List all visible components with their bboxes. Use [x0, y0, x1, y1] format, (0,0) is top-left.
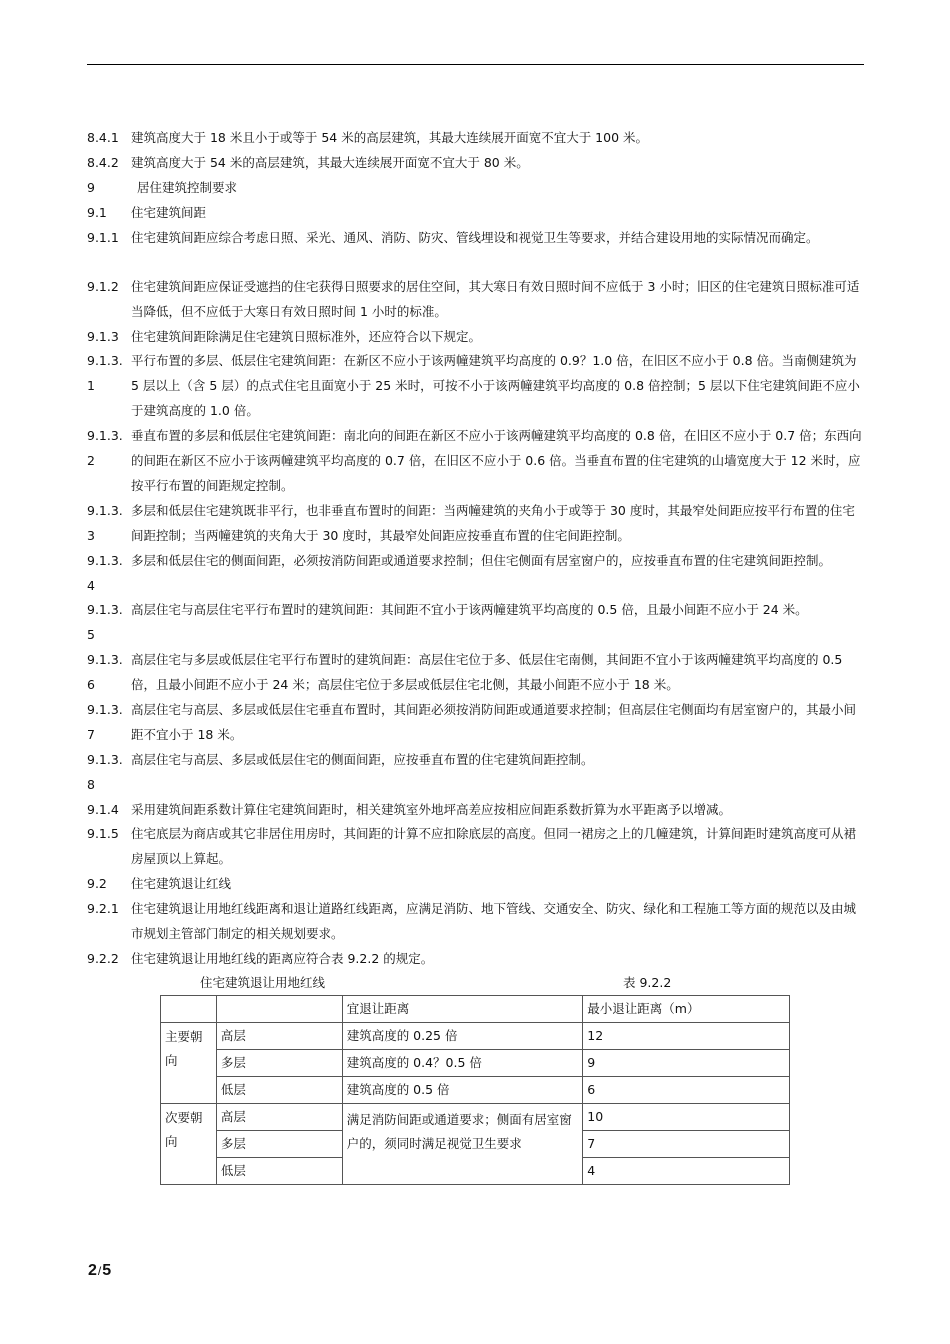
- clause-number: 9.2.1: [87, 901, 119, 916]
- setback-rule-cell: 满足消防间距或通道要求；侧面有居室窗户的，须同时满足视觉卫生要求: [342, 1104, 583, 1185]
- table-row: [161, 1023, 790, 1050]
- table-header-row: [161, 996, 790, 1023]
- building-type-cell: 多层: [216, 1050, 342, 1077]
- clause-8-4-2: [87, 150, 867, 175]
- clause-text: 住宅建筑退让红线: [131, 876, 232, 891]
- section-title: 居住建筑控制要求: [137, 180, 238, 195]
- clause-9-1-3-7: [87, 697, 867, 747]
- min-distance-cell: 12: [583, 1023, 790, 1050]
- group-main-direction: 主要朝向: [161, 1023, 217, 1104]
- clause-text: 住宅底层为商店或其它非居住用房时，其间距的计算不应扣除底层的高度。但同一裙房之上的几幢建筑，计算间距时建筑高度可从裙房屋顶以上算起。: [131, 826, 857, 866]
- clause-9-1: [87, 200, 867, 225]
- clause-9-1-3: [87, 324, 867, 349]
- clause-number: 9.1.2: [87, 279, 119, 294]
- clause-text: 高层住宅与高层、多层或低层住宅垂直布置时，其间距必须按消防间距或通道要求控制；但高层住宅侧面均有居室窗户的，其最小间距不宜小于 18 米。: [131, 702, 857, 742]
- clause-number: 9.1.3. 3: [87, 503, 123, 543]
- setback-rule-cell: 建筑高度的 0.5 倍: [342, 1077, 583, 1104]
- building-type-cell: 低层: [216, 1158, 342, 1185]
- clause-9-1-3-3: [87, 498, 867, 548]
- total-pages: 5: [102, 1262, 112, 1279]
- clause-number: 9.1.3: [87, 329, 119, 344]
- building-type-cell: 多层: [216, 1131, 342, 1158]
- clause-9-1-1: [87, 225, 867, 250]
- clause-9-2-2: [87, 946, 867, 971]
- clause-number: 9.1.3. 6: [87, 652, 123, 692]
- clause-9-2-1: [87, 896, 867, 946]
- clause-9-1-2: [87, 274, 867, 324]
- clause-number: 9.1.3. 2: [87, 428, 123, 468]
- clause-text: 建筑高度大于 54 米的高层建筑，其最大连续展开面宽不宜大于 80 米。: [131, 155, 529, 170]
- clause-9-1-3-6: [87, 647, 867, 697]
- clause-text: 住宅建筑退让用地红线的距离应符合表 9.2.2 的规定。: [131, 951, 434, 966]
- clause-text: 平行布置的多层、低层住宅建筑间距：在新区不应小于该两幢建筑平均高度的 0.9？1.0 倍，在旧区不应小于 0.8 倍。当南侧建筑为 5 层以上（含 5 层）的点式住宅且面宽小于 25 米时，可按不小于该两幢建筑平均高度的 0.8 倍控制；5 层以下住宅建筑间距不应小于建筑高度的 1.0 倍。: [131, 353, 860, 418]
- clause-number: 9.1.1: [87, 230, 119, 245]
- clause-number: 9.1.3. 4: [87, 553, 123, 593]
- current-page: 2: [88, 1262, 97, 1279]
- table-caption: 住宅建筑退让用地红线: [200, 975, 326, 990]
- clause-text: 多层和低层住宅建筑既非平行，也非垂直布置时的间距：当两幢建筑的夹角小于或等于 30 度时，其最窄处间距应按平行布置的住宅间距控制；当两幢建筑的夹角大于 30 度时，其最窄处间距应按垂直布置的住宅间距控制。: [131, 503, 855, 543]
- clause-number: 9.1.5: [87, 826, 119, 841]
- table-cell: [161, 996, 217, 1023]
- clause-text: 高层住宅与多层或低层住宅平行布置时的建筑间距：高层住宅位于多、低层住宅南侧，其间距不宜小于该两幢建筑平均高度的 0.5 倍，且最小间距不应小于 24 米；高层住宅位于多层或低层住宅北侧，其最小间距不应小于 18 米。: [131, 652, 843, 692]
- clause-text: 建筑高度大于 18 米且小于或等于 54 米的高层建筑，其最大连续展开面宽不宜大于 100 米。: [131, 130, 649, 145]
- clause-text: 住宅建筑间距除满足住宅建筑日照标准外，还应符合以下规定。: [131, 329, 482, 344]
- min-distance-cell: 10: [583, 1104, 790, 1131]
- setback-rule-cell: 建筑高度的 0.25 倍: [342, 1023, 583, 1050]
- clause-text: 住宅建筑间距应综合考虑日照、采光、通风、消防、防灾、管线埋设和视觉卫生等要求，并结合建设用地的实际情况而确定。: [131, 230, 819, 245]
- clause-number: 9.1.3. 8: [87, 752, 123, 792]
- clause-number: 9: [87, 180, 95, 195]
- clause-number: 9.1: [87, 205, 107, 220]
- clause-9-1-3-4: [87, 548, 867, 598]
- table-row: [161, 1104, 790, 1131]
- clause-text: 采用建筑间距系数计算住宅建筑间距时，相关建筑室外地坪高差应按相应间距系数折算为水平距离予以增减。: [131, 802, 732, 817]
- clause-text: 高层住宅与高层住宅平行布置时的建筑间距：其间距不宜小于该两幢建筑平均高度的 0.5 倍，且最小间距不应小于 24 米。: [131, 602, 808, 617]
- page-number: [88, 1262, 111, 1280]
- table-row: [161, 1077, 790, 1104]
- clause-number: 9.1.3. 7: [87, 702, 123, 742]
- setback-rule-cell: 建筑高度的 0.4？0.5 倍: [342, 1050, 583, 1077]
- clause-number: 8.4.2: [87, 155, 119, 170]
- clause-9-1-5: [87, 821, 867, 871]
- section-9-heading: [87, 175, 867, 200]
- clause-number: 9.1.3. 1: [87, 353, 123, 393]
- min-distance-cell: 6: [583, 1077, 790, 1104]
- clause-text: 高层住宅与高层、多层或低层住宅的侧面间距，应按垂直布置的住宅建筑间距控制。: [131, 752, 594, 767]
- table-row: [161, 1050, 790, 1077]
- clause-9-1-3-5: [87, 597, 867, 647]
- table-header-cell: 宜退让距离: [342, 996, 583, 1023]
- building-type-cell: 高层: [216, 1023, 342, 1050]
- clause-number: 9.2: [87, 876, 107, 891]
- clause-8-4-1: [87, 125, 867, 150]
- table-header-cell: 最小退让距离（m）: [583, 996, 790, 1023]
- clause-9-2: [87, 871, 867, 896]
- clause-number: 9.2.2: [87, 951, 119, 966]
- clause-text: 多层和低层住宅的侧面间距，必须按消防间距或通道要求控制；但住宅侧面有居室窗户的，应按垂直布置的住宅建筑间距控制。: [131, 553, 832, 568]
- clause-text: 垂直布置的多层和低层住宅建筑间距：南北向的间距在新区不应小于该两幢建筑平均高度的 0.8 倍，在旧区不应小于 0.7 倍；东西向的间距在新区不应小于该两幢建筑平均高度的 0.7 倍，在旧区不应小于 0.6 倍。当垂直布置的住宅建筑的山墙宽度大于 12 米时，应按平行布置的间距规定控制。: [131, 428, 862, 493]
- min-distance-cell: 9: [583, 1050, 790, 1077]
- table-cell: [216, 996, 342, 1023]
- group-secondary-direction: 次要朝向: [161, 1104, 217, 1185]
- clause-9-1-3-1: [87, 348, 867, 423]
- clause-text: 住宅建筑间距: [131, 205, 207, 220]
- clause-text: 住宅建筑退让用地红线距离和退让道路红线距离，应满足消防、地下管线、交通安全、防灾、绿化和工程施工等方面的规范以及由城市规划主管部门制定的相关规划要求。: [131, 901, 857, 941]
- clause-text: 住宅建筑间距应保证受遮挡的住宅获得日照要求的居住空间，其大寒日有效日照时间不应低于 3 小时；旧区的住宅建筑日照标准可适当降低，但不应低于大寒日有效日照时间 1 小时的标准。: [131, 279, 860, 319]
- header-rule: [87, 64, 864, 65]
- table-label: 表 9.2.2: [623, 975, 672, 990]
- min-distance-cell: 7: [583, 1131, 790, 1158]
- clause-9-1-3-2: [87, 423, 867, 498]
- building-type-cell: 低层: [216, 1077, 342, 1104]
- clause-9-1-3-8: [87, 747, 867, 797]
- clause-9-1-4: [87, 797, 867, 822]
- building-type-cell: 高层: [216, 1104, 342, 1131]
- min-distance-cell: 4: [583, 1158, 790, 1185]
- page-separator: /: [97, 1264, 102, 1278]
- clause-number: 9.1.4: [87, 802, 119, 817]
- setback-table: [160, 995, 790, 1185]
- clause-number: 8.4.1: [87, 130, 119, 145]
- clause-number: 9.1.3. 5: [87, 602, 123, 642]
